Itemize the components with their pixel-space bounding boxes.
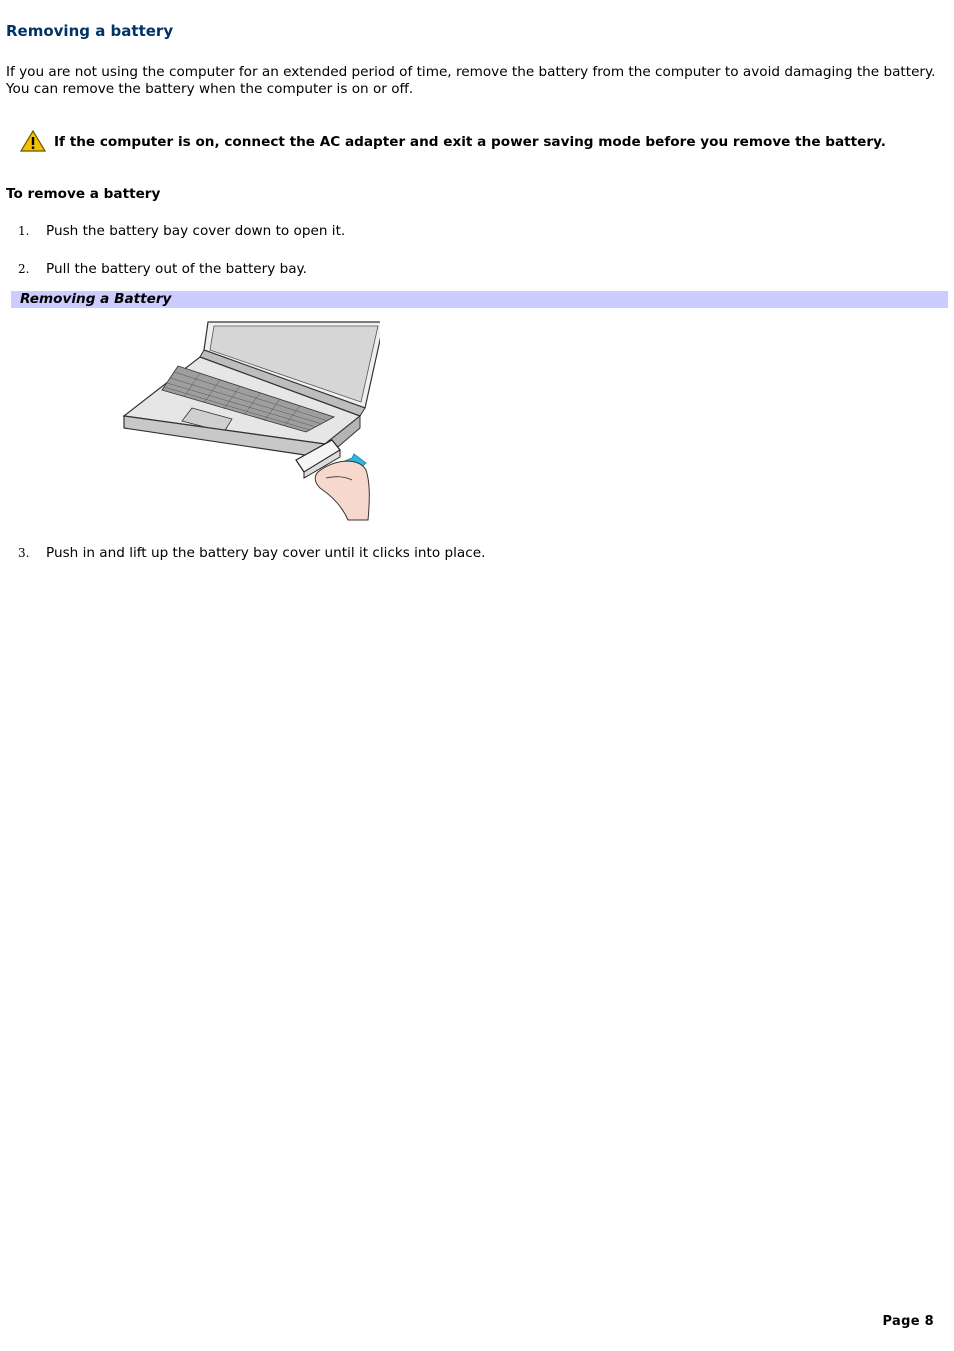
page-title: Removing a battery [6,22,174,40]
step-text: Push the battery bay cover down to open it. [46,223,346,239]
step-item [18,545,485,561]
figure-caption: Removing a Battery [20,291,172,307]
warning-note [20,130,886,152]
step-text: Push in and lift up the battery bay cover until it clicks into place. [46,545,486,561]
figure-caption-bar [11,291,948,308]
step-number: 2. [18,262,30,276]
intro-paragraph: If you are not using the computer for an extended period of time, remove the battery from the computer to avoid damaging the battery. You can remove the battery when the computer is on or off. [6,64,936,97]
step-item [18,261,307,277]
step-number: 1. [18,224,30,238]
step-item [18,223,345,239]
procedure-title: To remove a battery [6,186,161,202]
step-number: 3. [18,546,30,560]
step-text: Pull the battery out of the battery bay. [46,261,307,277]
warning-text: If the computer is on, connect the AC adapter and exit a power saving mode before you remove the battery. [54,134,886,150]
laptop-battery-illustration [120,320,380,525]
page-number: Page 8 [882,1314,934,1329]
warning-icon [20,130,46,152]
